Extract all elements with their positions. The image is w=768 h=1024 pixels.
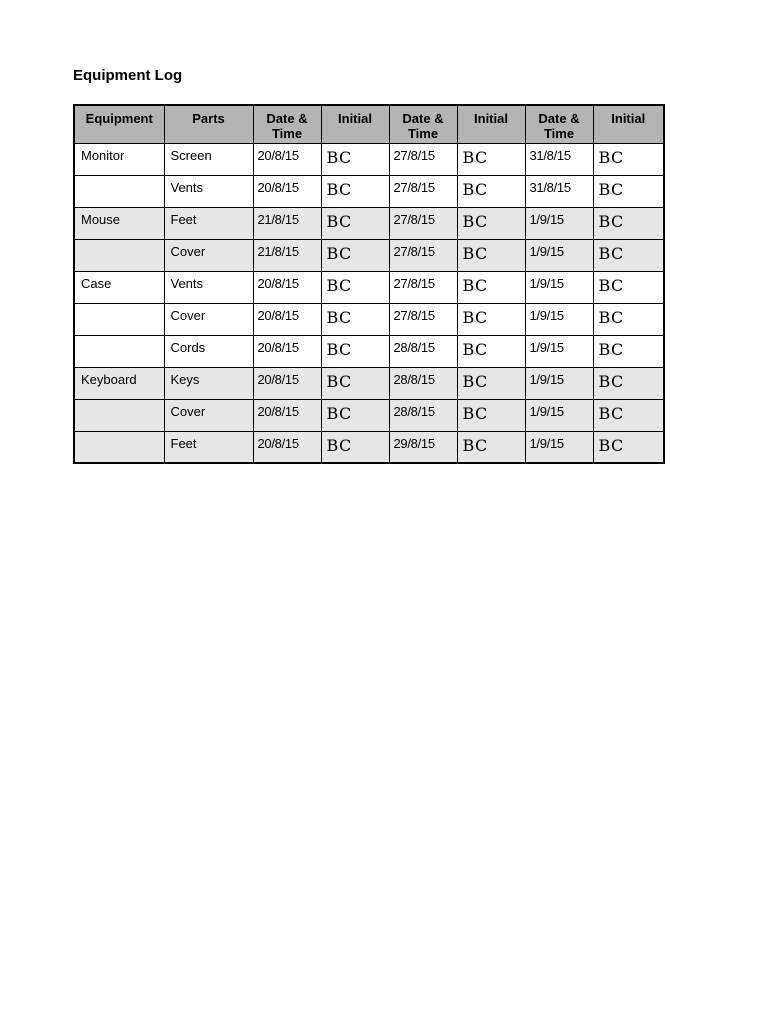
date-cell: 29/8/15 <box>389 431 457 463</box>
initial-cell: BC <box>593 143 664 175</box>
initial-cell: BC <box>321 367 389 399</box>
part-cell: Cover <box>164 239 253 271</box>
initial-cell: BC <box>457 239 525 271</box>
header-initial-3: Initial <box>593 105 664 143</box>
date-cell: 1/9/15 <box>525 399 593 431</box>
part-cell: Screen <box>164 143 253 175</box>
equipment-cell <box>74 399 164 431</box>
date-cell: 1/9/15 <box>525 239 593 271</box>
initial-cell: BC <box>593 335 664 367</box>
equipment-cell: Case <box>74 271 164 303</box>
table-row <box>74 399 664 431</box>
date-cell: 1/9/15 <box>525 335 593 367</box>
header-initial-2: Initial <box>457 105 525 143</box>
table-row <box>74 239 664 271</box>
header-date-time-2: Date & Time <box>389 105 457 143</box>
initial-cell: BC <box>593 431 664 463</box>
date-cell: 28/8/15 <box>389 399 457 431</box>
date-cell: 31/8/15 <box>525 143 593 175</box>
equipment-cell: Monitor <box>74 143 164 175</box>
initial-cell: BC <box>457 431 525 463</box>
date-cell: 27/8/15 <box>389 175 457 207</box>
date-cell: 20/8/15 <box>253 175 321 207</box>
table-row <box>74 367 664 399</box>
initial-cell: BC <box>321 239 389 271</box>
date-cell: 28/8/15 <box>389 335 457 367</box>
part-cell: Keys <box>164 367 253 399</box>
initial-cell: BC <box>593 271 664 303</box>
header-date-time-1: Date & Time <box>253 105 321 143</box>
part-cell: Cords <box>164 335 253 367</box>
table-row <box>74 303 664 335</box>
initial-cell: BC <box>593 175 664 207</box>
date-cell: 1/9/15 <box>525 271 593 303</box>
header-parts: Parts <box>164 105 253 143</box>
equipment-cell: Mouse <box>74 207 164 239</box>
date-cell: 21/8/15 <box>253 239 321 271</box>
initial-cell: BC <box>457 271 525 303</box>
date-cell: 20/8/15 <box>253 431 321 463</box>
part-cell: Vents <box>164 175 253 207</box>
date-cell: 1/9/15 <box>525 431 593 463</box>
equipment-cell <box>74 239 164 271</box>
initial-cell: BC <box>593 399 664 431</box>
table-row <box>74 271 664 303</box>
table-row <box>74 335 664 367</box>
table-header-row <box>74 105 664 143</box>
part-cell: Feet <box>164 431 253 463</box>
initial-cell: BC <box>321 431 389 463</box>
header-equipment: Equipment <box>74 105 164 143</box>
initial-cell: BC <box>321 175 389 207</box>
initial-cell: BC <box>321 303 389 335</box>
initial-cell: BC <box>321 207 389 239</box>
part-cell: Feet <box>164 207 253 239</box>
initial-cell: BC <box>457 399 525 431</box>
table-row <box>74 175 664 207</box>
table-row <box>74 143 664 175</box>
date-cell: 20/8/15 <box>253 303 321 335</box>
date-cell: 20/8/15 <box>253 335 321 367</box>
initial-cell: BC <box>321 335 389 367</box>
part-cell: Cover <box>164 399 253 431</box>
date-cell: 20/8/15 <box>253 143 321 175</box>
header-initial-1: Initial <box>321 105 389 143</box>
part-cell: Cover <box>164 303 253 335</box>
date-cell: 31/8/15 <box>525 175 593 207</box>
initial-cell: BC <box>321 399 389 431</box>
header-date-time-3: Date & Time <box>525 105 593 143</box>
date-cell: 21/8/15 <box>253 207 321 239</box>
initial-cell: BC <box>457 175 525 207</box>
initial-cell: BC <box>457 143 525 175</box>
equipment-cell <box>74 175 164 207</box>
part-cell: Vents <box>164 271 253 303</box>
date-cell: 27/8/15 <box>389 143 457 175</box>
date-cell: 1/9/15 <box>525 303 593 335</box>
date-cell: 1/9/15 <box>525 367 593 399</box>
initial-cell: BC <box>593 303 664 335</box>
initial-cell: BC <box>593 239 664 271</box>
date-cell: 20/8/15 <box>253 399 321 431</box>
initial-cell: BC <box>457 207 525 239</box>
table-row <box>74 431 664 463</box>
page-title: Equipment Log <box>73 67 183 84</box>
initial-cell: BC <box>457 335 525 367</box>
date-cell: 27/8/15 <box>389 303 457 335</box>
equipment-cell <box>74 335 164 367</box>
equipment-cell: Keyboard <box>74 367 164 399</box>
date-cell: 27/8/15 <box>389 239 457 271</box>
initial-cell: BC <box>321 143 389 175</box>
date-cell: 27/8/15 <box>389 271 457 303</box>
initial-cell: BC <box>457 367 525 399</box>
date-cell: 27/8/15 <box>389 207 457 239</box>
table-row <box>74 207 664 239</box>
date-cell: 28/8/15 <box>389 367 457 399</box>
date-cell: 1/9/15 <box>525 207 593 239</box>
initial-cell: BC <box>457 303 525 335</box>
initial-cell: BC <box>593 367 664 399</box>
date-cell: 20/8/15 <box>253 271 321 303</box>
equipment-log-table <box>73 104 665 464</box>
date-cell: 20/8/15 <box>253 367 321 399</box>
table-body <box>74 143 664 463</box>
equipment-cell <box>74 431 164 463</box>
equipment-cell <box>74 303 164 335</box>
initial-cell: BC <box>321 271 389 303</box>
initial-cell: BC <box>593 207 664 239</box>
